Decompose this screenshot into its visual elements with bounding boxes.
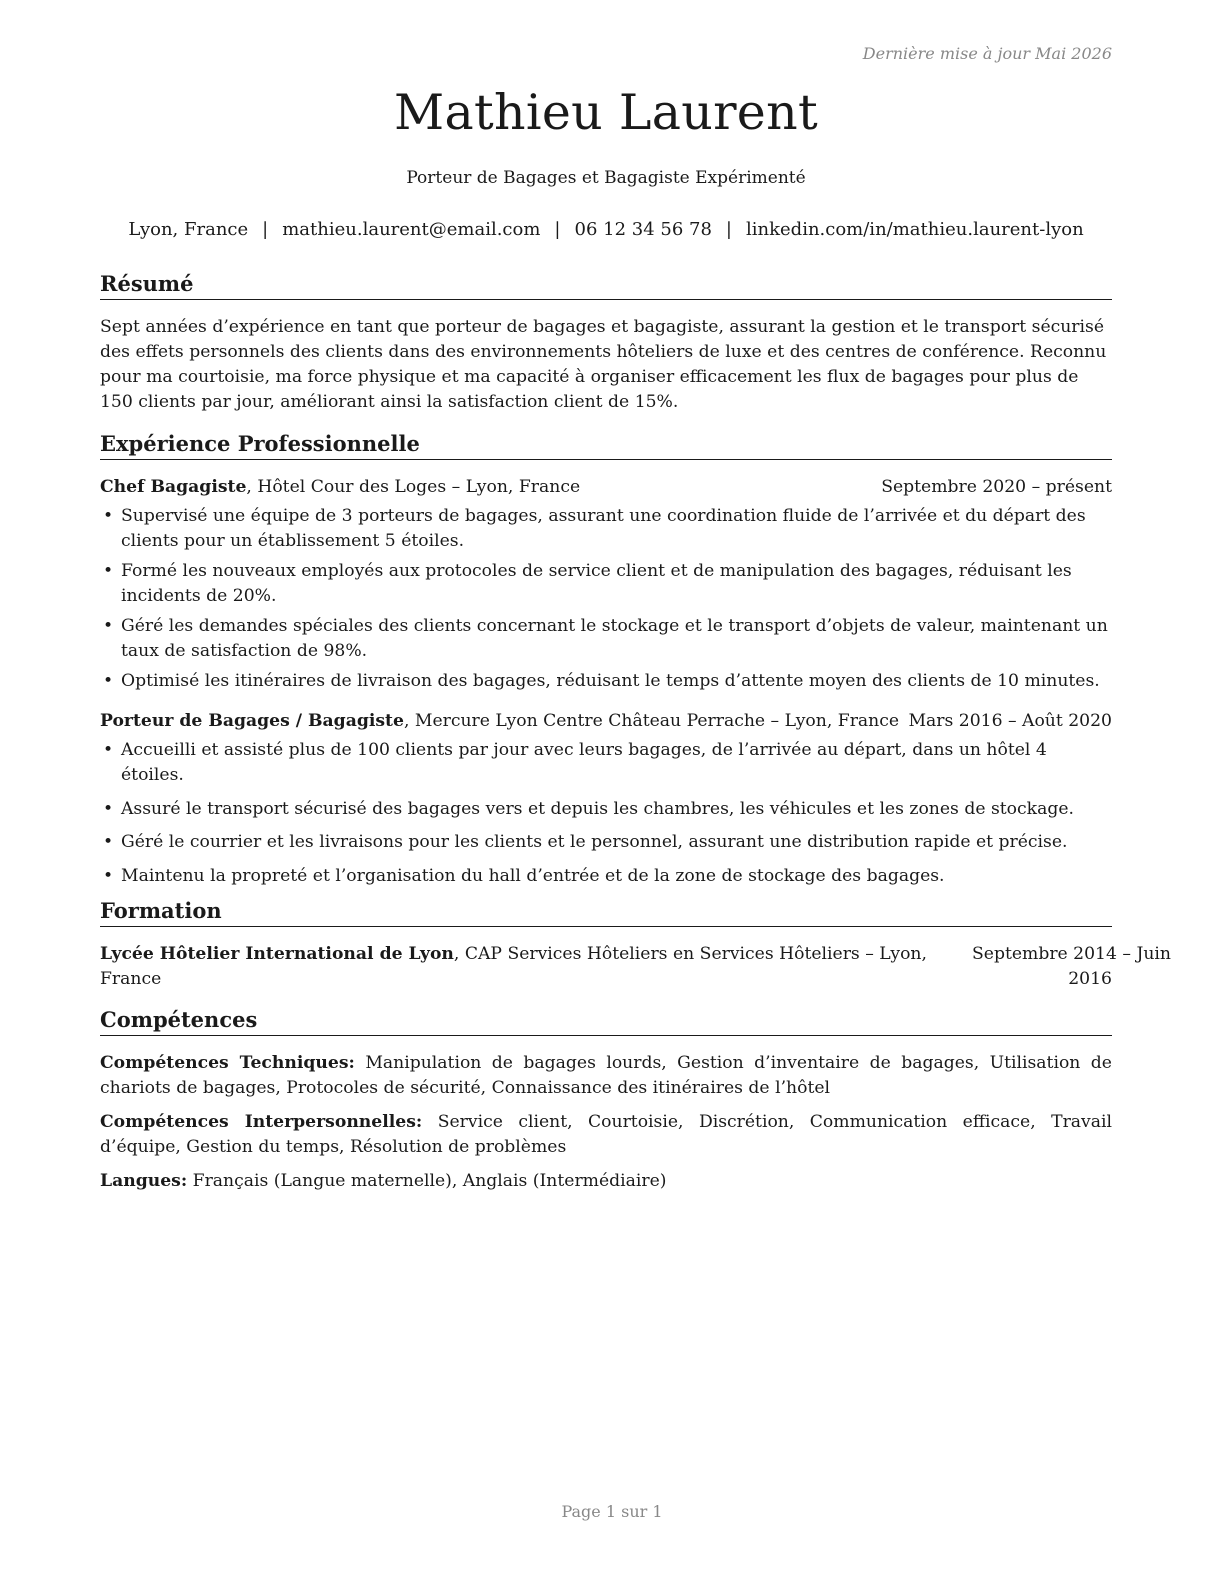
education-details: , CAP Services Hôteliers en Services Hôteliers – Lyon, France — [100, 944, 927, 989]
education-dates — [972, 942, 1171, 992]
education-section — [100, 897, 1171, 992]
job-entry — [100, 709, 1112, 889]
job-role: Chef Bagagiste — [100, 477, 247, 497]
section-heading: Expérience Professionnelle — [100, 430, 1112, 460]
contact-phone: 06 12 34 56 78 — [574, 219, 712, 240]
list-item — [100, 504, 1112, 554]
bullet-text: Géré les demandes spéciales des clients concernant le stockage et le transport d’objets de valeur, maintenant un taux de satisfaction de 98%. — [121, 616, 1108, 661]
summary-text: Sept années d’expérience en tant que porteur de bagages et bagagiste, assurant la gestion et le transport sécurisé des effets personnels des clients dans des environnements hôteliers de luxe et des centres de conférence. Reconnu pour ma courtoisie, ma force physique et ma capacité à organiser efficacement les flux de bagages pour plus de 150 clients par jour, améliorant ainsi la satisfaction client de 15%. — [100, 317, 1107, 412]
list-item — [100, 797, 1112, 822]
last-updated: Dernière mise à jour Mai 2026 — [862, 44, 1112, 63]
bullet-text: Optimisé les itinéraires de livraison des bagages, réduisant le temps d’attente moyen des clients de 10 minutes. — [121, 671, 1100, 691]
contact-line — [100, 219, 1112, 240]
skill-row — [100, 1110, 1112, 1160]
page-number: Page 1 sur 1 — [561, 1502, 663, 1521]
skill-text: Service client, Courtoisie, Discrétion, Communication efficace, Travail d’équipe, Gestion du temps, Résolution de problèmes — [100, 1112, 1112, 1157]
bullet-icon: • — [103, 616, 114, 636]
contact-separator: | — [554, 219, 561, 240]
job-dates: Mars 2016 – Août 2020 — [908, 711, 1112, 731]
job-header — [100, 475, 1112, 500]
job-title-line — [100, 475, 580, 500]
skills-section — [100, 1006, 1112, 1194]
job-bullets — [100, 504, 1112, 694]
list-item — [100, 830, 1112, 855]
section-heading: Compétences — [100, 1006, 1112, 1036]
education-entry — [100, 942, 1171, 992]
education-school: Lycée Hôtelier International de Lyon — [100, 944, 454, 964]
bullet-icon: • — [103, 865, 114, 886]
job-header — [100, 709, 1112, 734]
education-school-line — [100, 942, 972, 992]
job-bullets — [100, 738, 1112, 889]
contact-separator: | — [725, 219, 732, 240]
list-item — [100, 864, 1112, 889]
bullet-icon: • — [103, 506, 114, 526]
skill-label: Langues: — [100, 1171, 188, 1191]
job-role: Porteur de Bagages / Bagagiste — [100, 711, 404, 731]
summary-section — [100, 270, 1112, 415]
bullet-text: Maintenu la propreté et l’organisation du hall d’entrée et de la zone de stockage des bagages. — [121, 865, 945, 886]
candidate-name: Mathieu Laurent — [394, 84, 818, 141]
bullet-icon: • — [103, 671, 114, 691]
job-title-line — [100, 709, 899, 734]
bullet-text: Accueilli et assisté plus de 100 clients par jour avec leurs bagages, de l’arrivée au départ, dans un hôtel 4 étoiles. — [121, 740, 1047, 785]
section-heading: Formation — [100, 897, 1112, 927]
experience-section — [100, 430, 1112, 889]
bullet-text: Assuré le transport sécurisé des bagages vers et depuis les chambres, les véhicules et les zones de stockage. — [121, 798, 1074, 819]
job-entry — [100, 475, 1112, 694]
contact-location: Lyon, France — [128, 219, 249, 240]
job-dates: Septembre 2020 – présent — [881, 477, 1112, 497]
skill-label: Compétences Techniques: — [100, 1053, 355, 1073]
job-place: , Hôtel Cour des Loges – Lyon, France — [246, 477, 581, 497]
job-place: , Mercure Lyon Centre Château Perrache – Lyon, France — [403, 711, 900, 731]
contact-linkedin: linkedin.com/in/mathieu.laurent-lyon — [746, 219, 1084, 240]
skill-row — [100, 1051, 1112, 1101]
list-item — [100, 614, 1112, 664]
section-heading: Résumé — [100, 270, 1112, 300]
list-item — [100, 738, 1112, 788]
skill-label: Compétences Interpersonnelles: — [100, 1112, 423, 1132]
education-dates-line: Septembre 2014 – Juin — [972, 944, 1171, 964]
skill-text: Manipulation de bagages lourds, Gestion d’inventaire de bagages, Utilisation de chariots de bagages, Protocoles de sécurité, Connaissance des itinéraires de l’hôtel — [100, 1053, 1112, 1098]
contact-email: mathieu.laurent@email.com — [282, 219, 541, 240]
bullet-icon: • — [103, 561, 114, 581]
candidate-title: Porteur de Bagages et Bagagiste Expérimenté — [406, 168, 806, 188]
bullet-text: Géré le courrier et les livraisons pour les clients et le personnel, assurant une distribution rapide et précise. — [121, 832, 1068, 852]
bullet-text: Supervisé une équipe de 3 porteurs de bagages, assurant une coordination fluide de l’arrivée et du départ des clients pour un établissement 5 étoiles. — [121, 506, 1086, 551]
bullet-icon: • — [103, 832, 114, 852]
bullet-text: Formé les nouveaux employés aux protocoles de service client et de manipulation des bagages, réduisant les incidents de 20%. — [121, 561, 1072, 606]
skill-row — [100, 1169, 1112, 1194]
resume-content — [100, 270, 1171, 1194]
skill-text: Français (Langue maternelle), Anglais (Intermédiaire) — [187, 1171, 667, 1191]
bullet-icon: • — [103, 798, 114, 819]
bullet-icon: • — [103, 740, 114, 760]
education-dates-line: 2016 — [1068, 969, 1112, 989]
contact-separator: | — [262, 219, 269, 240]
list-item — [100, 559, 1112, 609]
list-item — [100, 669, 1112, 694]
